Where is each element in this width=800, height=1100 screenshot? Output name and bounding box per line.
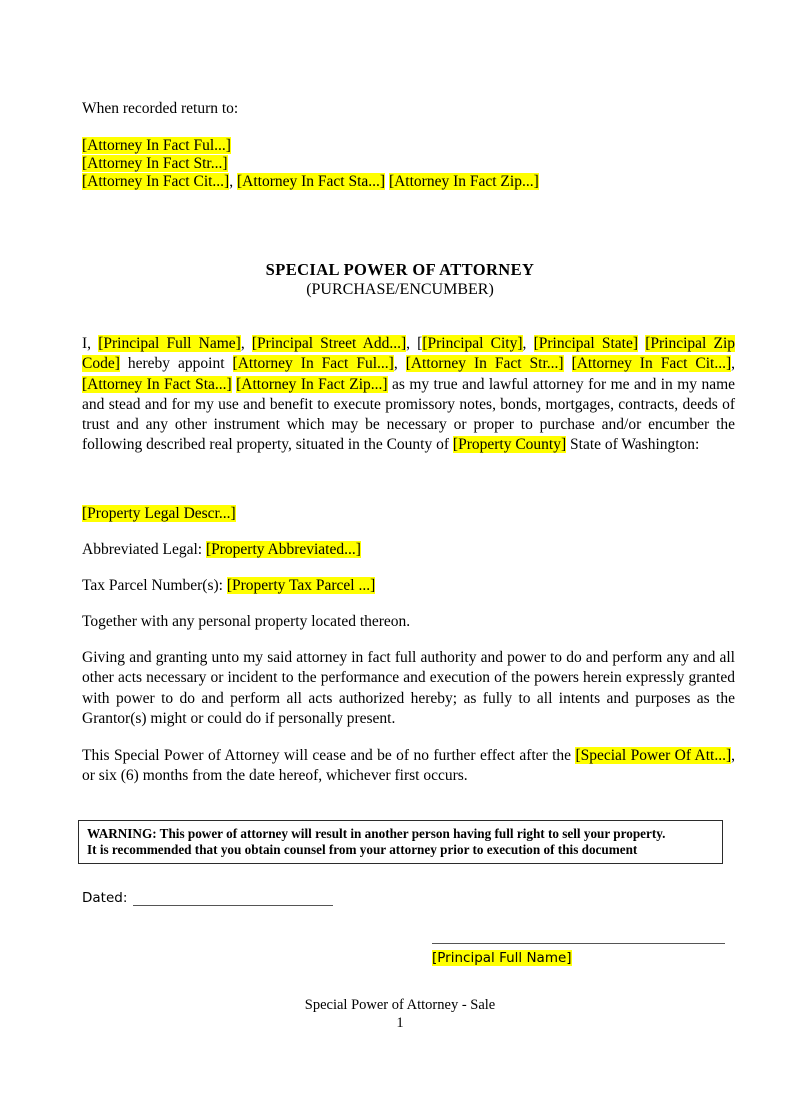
field-attorney-in-fact-zip: [Attorney In Fact Zip...]	[388, 173, 539, 191]
signer-name-row	[432, 950, 572, 966]
appointment-sep-5: ,	[393, 355, 406, 373]
cease-tail: , or six (6) months from the date hereof, whichever first occurs.	[82, 747, 735, 785]
field-principal-state: [Principal State]	[533, 335, 639, 352]
dated-row	[82, 890, 333, 906]
field-property-legal-description: [Property Legal Descr...]	[82, 505, 236, 522]
appointment-mid: hereby appoint	[119, 355, 233, 373]
tax-parcel-label: Tax Parcel Number(s):	[82, 577, 227, 594]
field-property-county: [Property County]	[452, 436, 567, 454]
return-address-line-2	[82, 155, 539, 173]
return-to-address-block	[82, 137, 539, 192]
personal-property-note: Together with any personal property located thereon.	[82, 613, 411, 630]
field-attorney-in-fact-state: [Attorney In Fact Sta...]	[236, 173, 386, 191]
appointment-sep-6	[564, 355, 572, 372]
dated-label: Dated:	[82, 890, 128, 906]
return-address-line-3	[82, 173, 539, 191]
return-to-label: When recorded return to:	[82, 100, 239, 117]
appointment-sep-1: ,	[240, 335, 252, 352]
warning-box	[78, 820, 723, 864]
field-property-tax-parcel: [Property Tax Parcel ...]	[226, 577, 376, 594]
granting-paragraph: Giving and granting unto my said attorney in fact full authority and power to do and perform any and all other acts necessary or incident to the performance and execution of the powers herein expressly granted with power to do and perform all acts authorized hereby; as fully to all intents and purposes as the Grantor(s) might or could do if personally present.	[82, 649, 735, 727]
field-principal-street-address: [Principal Street Add...]	[251, 335, 407, 352]
field-attorney-in-fact-street: [Attorney In Fact Str...]	[82, 155, 228, 173]
field-property-abbreviated-legal: [Property Abbreviated...]	[205, 541, 361, 558]
field-attorney-in-fact-city: [Attorney In Fact Cit...]	[82, 173, 230, 191]
field-principal-zip-code: [Principal Zip Code]	[82, 335, 736, 373]
field-special-power-of-attorney-expiration: [Special Power Of Att...]	[575, 747, 732, 764]
footer-page-number: 1	[396, 1015, 404, 1031]
dated-input-line[interactable]	[133, 892, 333, 906]
field-principal-city: [Principal City]	[422, 335, 523, 352]
appointment-sep-2: , [	[406, 335, 423, 352]
field-principal-full-name: [Principal Full Name]	[98, 335, 241, 352]
appointment-lead: I,	[82, 335, 99, 352]
document-subtitle: (PURCHASE/ENCUMBER)	[306, 281, 494, 298]
field-aif-state: [Attorney In Fact Sta...]	[82, 375, 232, 393]
abbreviated-legal-label: Abbreviated Legal:	[82, 541, 206, 558]
cease-lead: This Special Power of Attorney will cease and be of no further effect after the	[82, 747, 576, 764]
tax-parcel-row	[82, 576, 735, 596]
abbreviated-legal-row	[82, 540, 735, 560]
footer-title: Special Power of Attorney - Sale	[304, 997, 496, 1013]
field-signer-principal-full-name: [Principal Full Name]	[432, 950, 572, 966]
field-aif-full-name: [Attorney In Fact Ful...]	[232, 355, 394, 373]
document-title: SPECIAL POWER OF ATTORNEY	[265, 260, 535, 279]
appointment-paragraph	[82, 334, 735, 456]
field-aif-zip: [Attorney In Fact Zip...]	[236, 375, 388, 393]
field-attorney-in-fact-full-name: [Attorney In Fact Ful...]	[82, 137, 231, 154]
return-address-line-1	[82, 137, 539, 155]
appointment-tail: as my true and lawful attorney for me and in my name and stead and for my use and benefit to execute promissory notes, bonds, mortgages, contracts, deeds of trust and any other instrument which may be necessary or proper to purchase and/or encumber the following described real property, situated in the County of	[82, 375, 736, 454]
property-legal-description-row	[82, 504, 735, 524]
cease-paragraph	[82, 746, 735, 787]
appointment-tail-2: State of Washington:	[566, 436, 700, 454]
field-aif-city: [Attorney In Fact Cit...]	[571, 355, 732, 373]
warning-line-1: WARNING: This power of attorney will result in another person having full right to sell your property.	[87, 826, 666, 841]
appointment-sep-3: ,	[522, 335, 534, 352]
warning-line-2: It is recommended that you obtain counsel from your attorney prior to execution of this document	[87, 841, 638, 857]
return-address-separator: ,	[229, 173, 237, 191]
signature-line[interactable]	[432, 943, 725, 944]
field-aif-street: [Attorney In Fact Str...]	[405, 355, 564, 373]
appointment-sep-7: ,	[731, 355, 736, 373]
